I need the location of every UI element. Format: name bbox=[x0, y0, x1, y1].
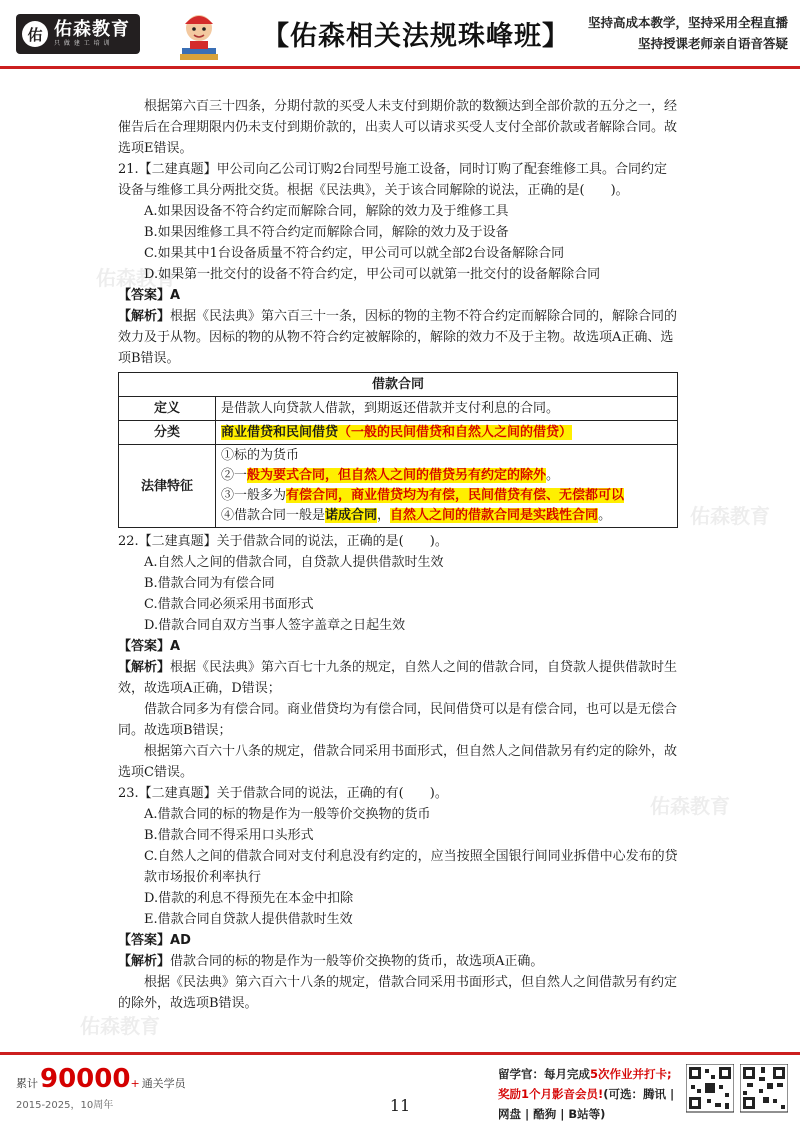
logo-name: 佑森教育 bbox=[54, 19, 130, 40]
q21-option-c: C.如果其中1台设备质量不符合约定，甲公司可以就全部2台设备解除合同 bbox=[144, 246, 565, 261]
q23-analysis: 【解析】借款合同的标的物是作为一般等价交换物的货币，故选项A正确。 bbox=[118, 954, 544, 969]
slogan-line-1: 坚持高成本教学，坚持采用全程直播 bbox=[587, 15, 788, 30]
table-row bbox=[119, 421, 678, 445]
feature-4: ④借款合同一般是诺成合同，自然人之间的借款合同是实践性合同。 bbox=[221, 508, 612, 523]
table-row bbox=[119, 397, 678, 421]
footer-rule bbox=[0, 1052, 800, 1055]
q22-option-d: D.借款合同自双方当事人签字盖章之日起生效 bbox=[144, 618, 406, 633]
q22-analysis-2: 借款合同多为有偿合同。商业借贷均为有偿合同，民间借贷可以是有偿合同，也可以是无偿合同。故选项B错误； bbox=[118, 702, 678, 738]
header-slogans bbox=[588, 12, 788, 54]
q22-option-a: A.自然人之间的借款合同，自贷款人提供借款时生效 bbox=[144, 555, 444, 570]
q21-analysis: 【解析】根据《民法典》第六百三十一条，因标的物的主物不符合约定而解除合同的，解除合同的效力及于从物。因标的物的从物不符合约定被解除的，解除的效力不及于主物。故选项A正确、选项B错误。 bbox=[118, 309, 678, 366]
definition-label: 定义 bbox=[119, 397, 216, 421]
stat-years: 2015-2025，10周年 bbox=[16, 1100, 114, 1111]
q23-option-c: C.自然人之间的借款合同对支付利息没有约定的，应当按照全国银行间同业拆借中心发布的贷款市场报价利率执行 bbox=[144, 849, 678, 885]
q21-answer: 【答案】A bbox=[118, 288, 181, 303]
document-body bbox=[118, 96, 678, 1014]
promo-notice: 留学官：每月完成5次作业并打卡; 奖励1个月影音会员!(可选：腾讯 | 网盘 | 酷狗 | B站等) bbox=[498, 1067, 675, 1121]
q21-option-b: B.如果因维修工具不符合约定而解除合同，解除的效力及于设备 bbox=[144, 225, 509, 240]
q22-answer: 【答案】A bbox=[118, 639, 181, 654]
q21-stem: 21.【二建真题】甲公司向乙公司订购2台同型号施工设备，同时订购了配套维修工具。合同约定设备与维修工具分两批交货。根据《民法典》，关于该合同解除的说法，正确的是( )。 bbox=[118, 162, 667, 198]
table-row bbox=[119, 445, 678, 528]
q21-option-a: A.如果因设备不符合约定而解除合同，解除的效力及于维修工具 bbox=[144, 204, 509, 219]
feature-2: ②一般为要式合同，但自然人之间的借贷另有约定的除外。 bbox=[221, 468, 560, 483]
brand-logo bbox=[16, 14, 140, 54]
q22-option-b: B.借款合同为有偿合同 bbox=[144, 576, 275, 591]
watermark: 佑森教育 bbox=[690, 504, 770, 528]
header-rule bbox=[0, 66, 800, 69]
logo-mark-icon: 佑 bbox=[22, 21, 48, 47]
loan-contract-table bbox=[118, 372, 678, 528]
legal-features-label: 法律特征 bbox=[119, 445, 216, 528]
q21-option-d: D.如果第一批交付的设备不符合约定，甲公司可以就第一批交付的设备解除合同 bbox=[144, 267, 601, 282]
q23-answer: 【答案】AD bbox=[118, 933, 191, 948]
stat-plus: + bbox=[130, 1077, 140, 1090]
q22-option-c: C.借款合同必须采用书面形式 bbox=[144, 597, 314, 612]
stat-number: 90000 bbox=[40, 1064, 131, 1094]
q22-stem: 22.【二建真题】关于借款合同的说法，正确的是( )。 bbox=[118, 534, 448, 549]
page-number: 11 bbox=[389, 1096, 411, 1115]
watermark: 佑森教育 bbox=[80, 1014, 160, 1038]
q23-stem: 23.【二建真题】关于借款合同的说法，正确的有( )。 bbox=[118, 786, 448, 801]
q23-option-a: A.借款合同的标的物是作为一般等价交换物的货币 bbox=[144, 807, 431, 822]
slogan-line-2: 坚持授课老师亲自语音答疑 bbox=[637, 36, 788, 51]
stat-prefix: 累计 bbox=[16, 1077, 38, 1090]
page-header bbox=[0, 0, 800, 70]
definition-text: 是借款人向贷款人借款，到期返还借款并支付利息的合同。 bbox=[216, 397, 678, 421]
course-title: 【佑森相关法规珠峰班】 bbox=[262, 21, 570, 52]
logo-tagline: 只 做 建 工 培 训 bbox=[54, 40, 111, 47]
q23-option-b: B.借款合同不得采用口头形式 bbox=[144, 828, 314, 843]
table-title: 借款合同 bbox=[119, 373, 678, 397]
stat-suffix: 通关学员 bbox=[141, 1077, 186, 1090]
q23-option-e: E.借款合同自贷款人提供借款时生效 bbox=[144, 912, 353, 927]
qr-code-icon bbox=[686, 1064, 734, 1120]
feature-3: ③一般多为有偿合同，商业借贷均为有偿，民间借贷有偿、无偿都可以 bbox=[221, 488, 625, 503]
q22-analysis: 【解析】根据《民法典》第六百七十九条的规定，自然人之间的借款合同，自贷款人提供借款时生效，故选项A正确，D错误； bbox=[118, 660, 678, 696]
feature-1: ①标的为货币 bbox=[221, 448, 300, 463]
watermark: 佑森教育 bbox=[96, 266, 176, 290]
qr-code-icon bbox=[740, 1064, 788, 1120]
mascot-icon bbox=[176, 8, 222, 62]
q23-analysis-2: 根据《民法典》第六百六十八条的规定，借款合同采用书面形式，但自然人之间借款另有约定的除外，故选项B错误。 bbox=[118, 975, 678, 1011]
q23-option-d: D.借款的利息不得预先在本金中扣除 bbox=[144, 891, 354, 906]
legal-features bbox=[216, 445, 678, 528]
category-text: 商业借贷和民间借贷（一般的民间借贷和自然人之间的借贷） bbox=[216, 421, 678, 445]
category-label: 分类 bbox=[119, 421, 216, 445]
prev-explanation: 根据第六百三十四条，分期付款的买受人未支付到期价款的数额达到全部价款的五分之一，经催告后在合理期限内仍未支付到期价款的，出卖人可以请求买受人支付全部价款或者解除合同。故选项E错误。 bbox=[118, 99, 678, 156]
watermark: 佑森教育 bbox=[650, 794, 730, 818]
graduate-stat bbox=[16, 1064, 186, 1111]
q22-analysis-3: 根据第六百六十八条的规定，借款合同采用书面形式，但自然人之间借款另有约定的除外，故选项C错误。 bbox=[118, 744, 678, 780]
